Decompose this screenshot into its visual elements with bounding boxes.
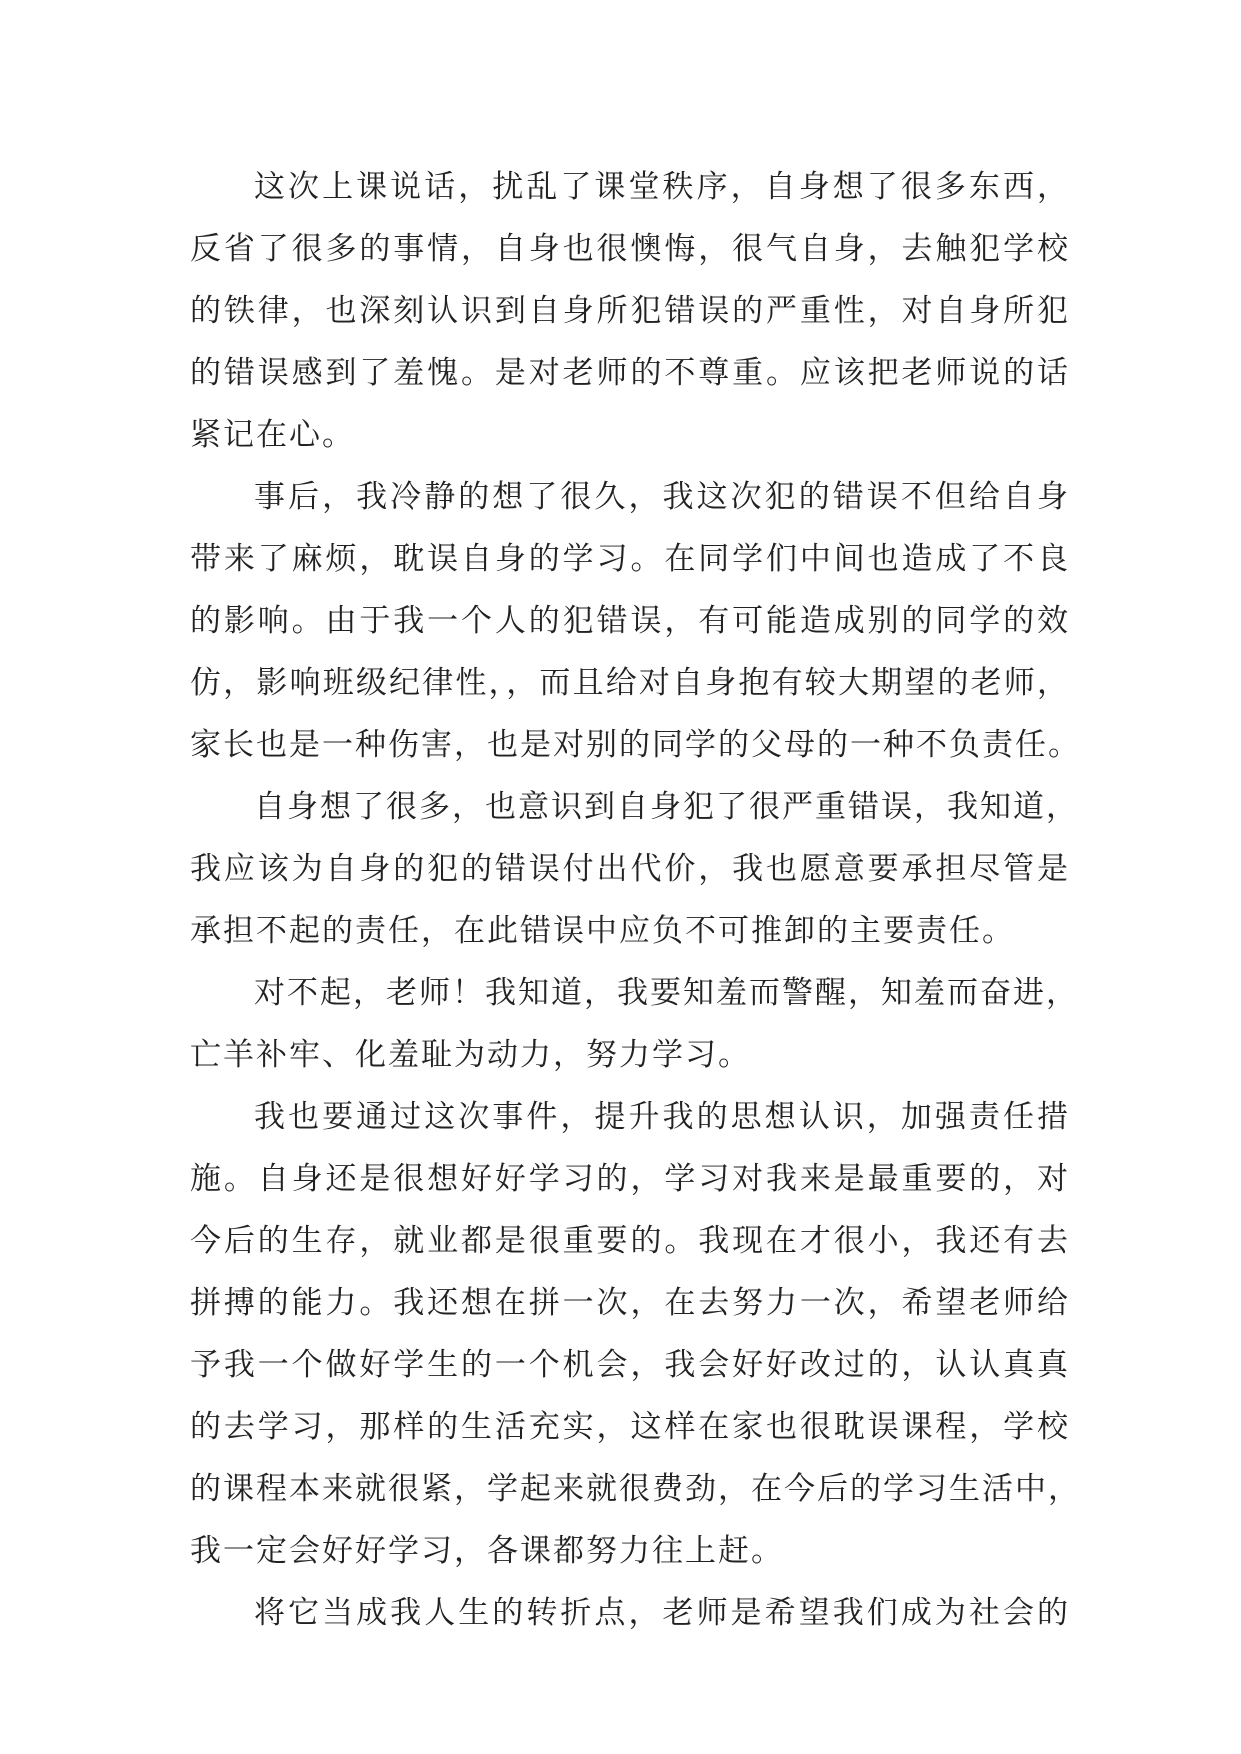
paragraph-line: 的铁律，也深刻认识到自身所犯错误的严重性，对自身所犯 — [190, 293, 1070, 329]
paragraph-line: 反省了很多的事情，自身也很懊悔，很气自身，去触犯学校 — [190, 231, 1070, 267]
paragraph-line: 施。自身还是很想好好学习的，学习对我来是最重要的，对 — [190, 1161, 1070, 1197]
paragraph-line: 对不起，老师！我知道，我要知羞而警醒，知羞而奋进， — [254, 975, 1079, 1011]
paragraph-line: 的去学习，那样的生活充实，这样在家也很耽误课程，学校 — [190, 1409, 1070, 1445]
paragraph-line: 自身想了很多，也意识到自身犯了很严重错误，我知道， — [254, 789, 1079, 825]
paragraph-line: 予我一个做好学生的一个机会，我会好好改过的，认认真真 — [190, 1347, 1070, 1383]
paragraph-line: 家长也是一种伤害，也是对别的同学的父母的一种不负责任。 — [190, 727, 1081, 763]
document-body — [190, 156, 1081, 1644]
paragraph-line: 拼搏的能力。我还想在拼一次，在去努力一次，希望老师给 — [190, 1285, 1070, 1321]
paragraph-line: 亡羊补牢、化羞耻为动力，努力学习。 — [190, 1037, 751, 1073]
paragraph-line: 仿，影响班级纪律性，，而且给对自身抱有较大期望的老师， — [190, 665, 1070, 701]
paragraph-line: 我也要通过这次事件，提升我的思想认识，加强责任措 — [254, 1099, 1070, 1135]
paragraph-line: 将它当成我人生的转折点，老师是希望我们成为社会的 — [254, 1595, 1070, 1631]
paragraph-line: 我应该为自身的犯的错误付出代价，我也愿意要承担尽管是 — [190, 851, 1070, 887]
paragraph-line: 事后，我冷静的想了很久，我这次犯的错误不但给自身 — [254, 479, 1070, 515]
paragraph-line: 我一定会好好学习，各课都努力往上赶。 — [190, 1533, 784, 1569]
paragraph-line: 的课程本来就很紧，学起来就很费劲，在今后的学习生活中， — [190, 1471, 1081, 1507]
paragraph-line: 这次上课说话，扰乱了课堂秩序，自身想了很多东西， — [254, 169, 1070, 205]
paragraph-line: 承担不起的责任，在此错误中应负不可推卸的主要责任。 — [190, 913, 1015, 949]
paragraph-line: 今后的生存，就业都是很重要的。我现在才很小，我还有去 — [190, 1223, 1070, 1259]
paragraph-line: 的错误感到了羞愧。是对老师的不尊重。应该把老师说的话 — [190, 355, 1070, 391]
paragraph-line: 紧记在心。 — [190, 417, 355, 453]
paragraph-line: 带来了麻烦，耽误自身的学习。在同学们中间也造成了不良 — [190, 541, 1070, 577]
paragraph-line: 的影响。由于我一个人的犯错误，有可能造成别的同学的效 — [190, 603, 1070, 639]
